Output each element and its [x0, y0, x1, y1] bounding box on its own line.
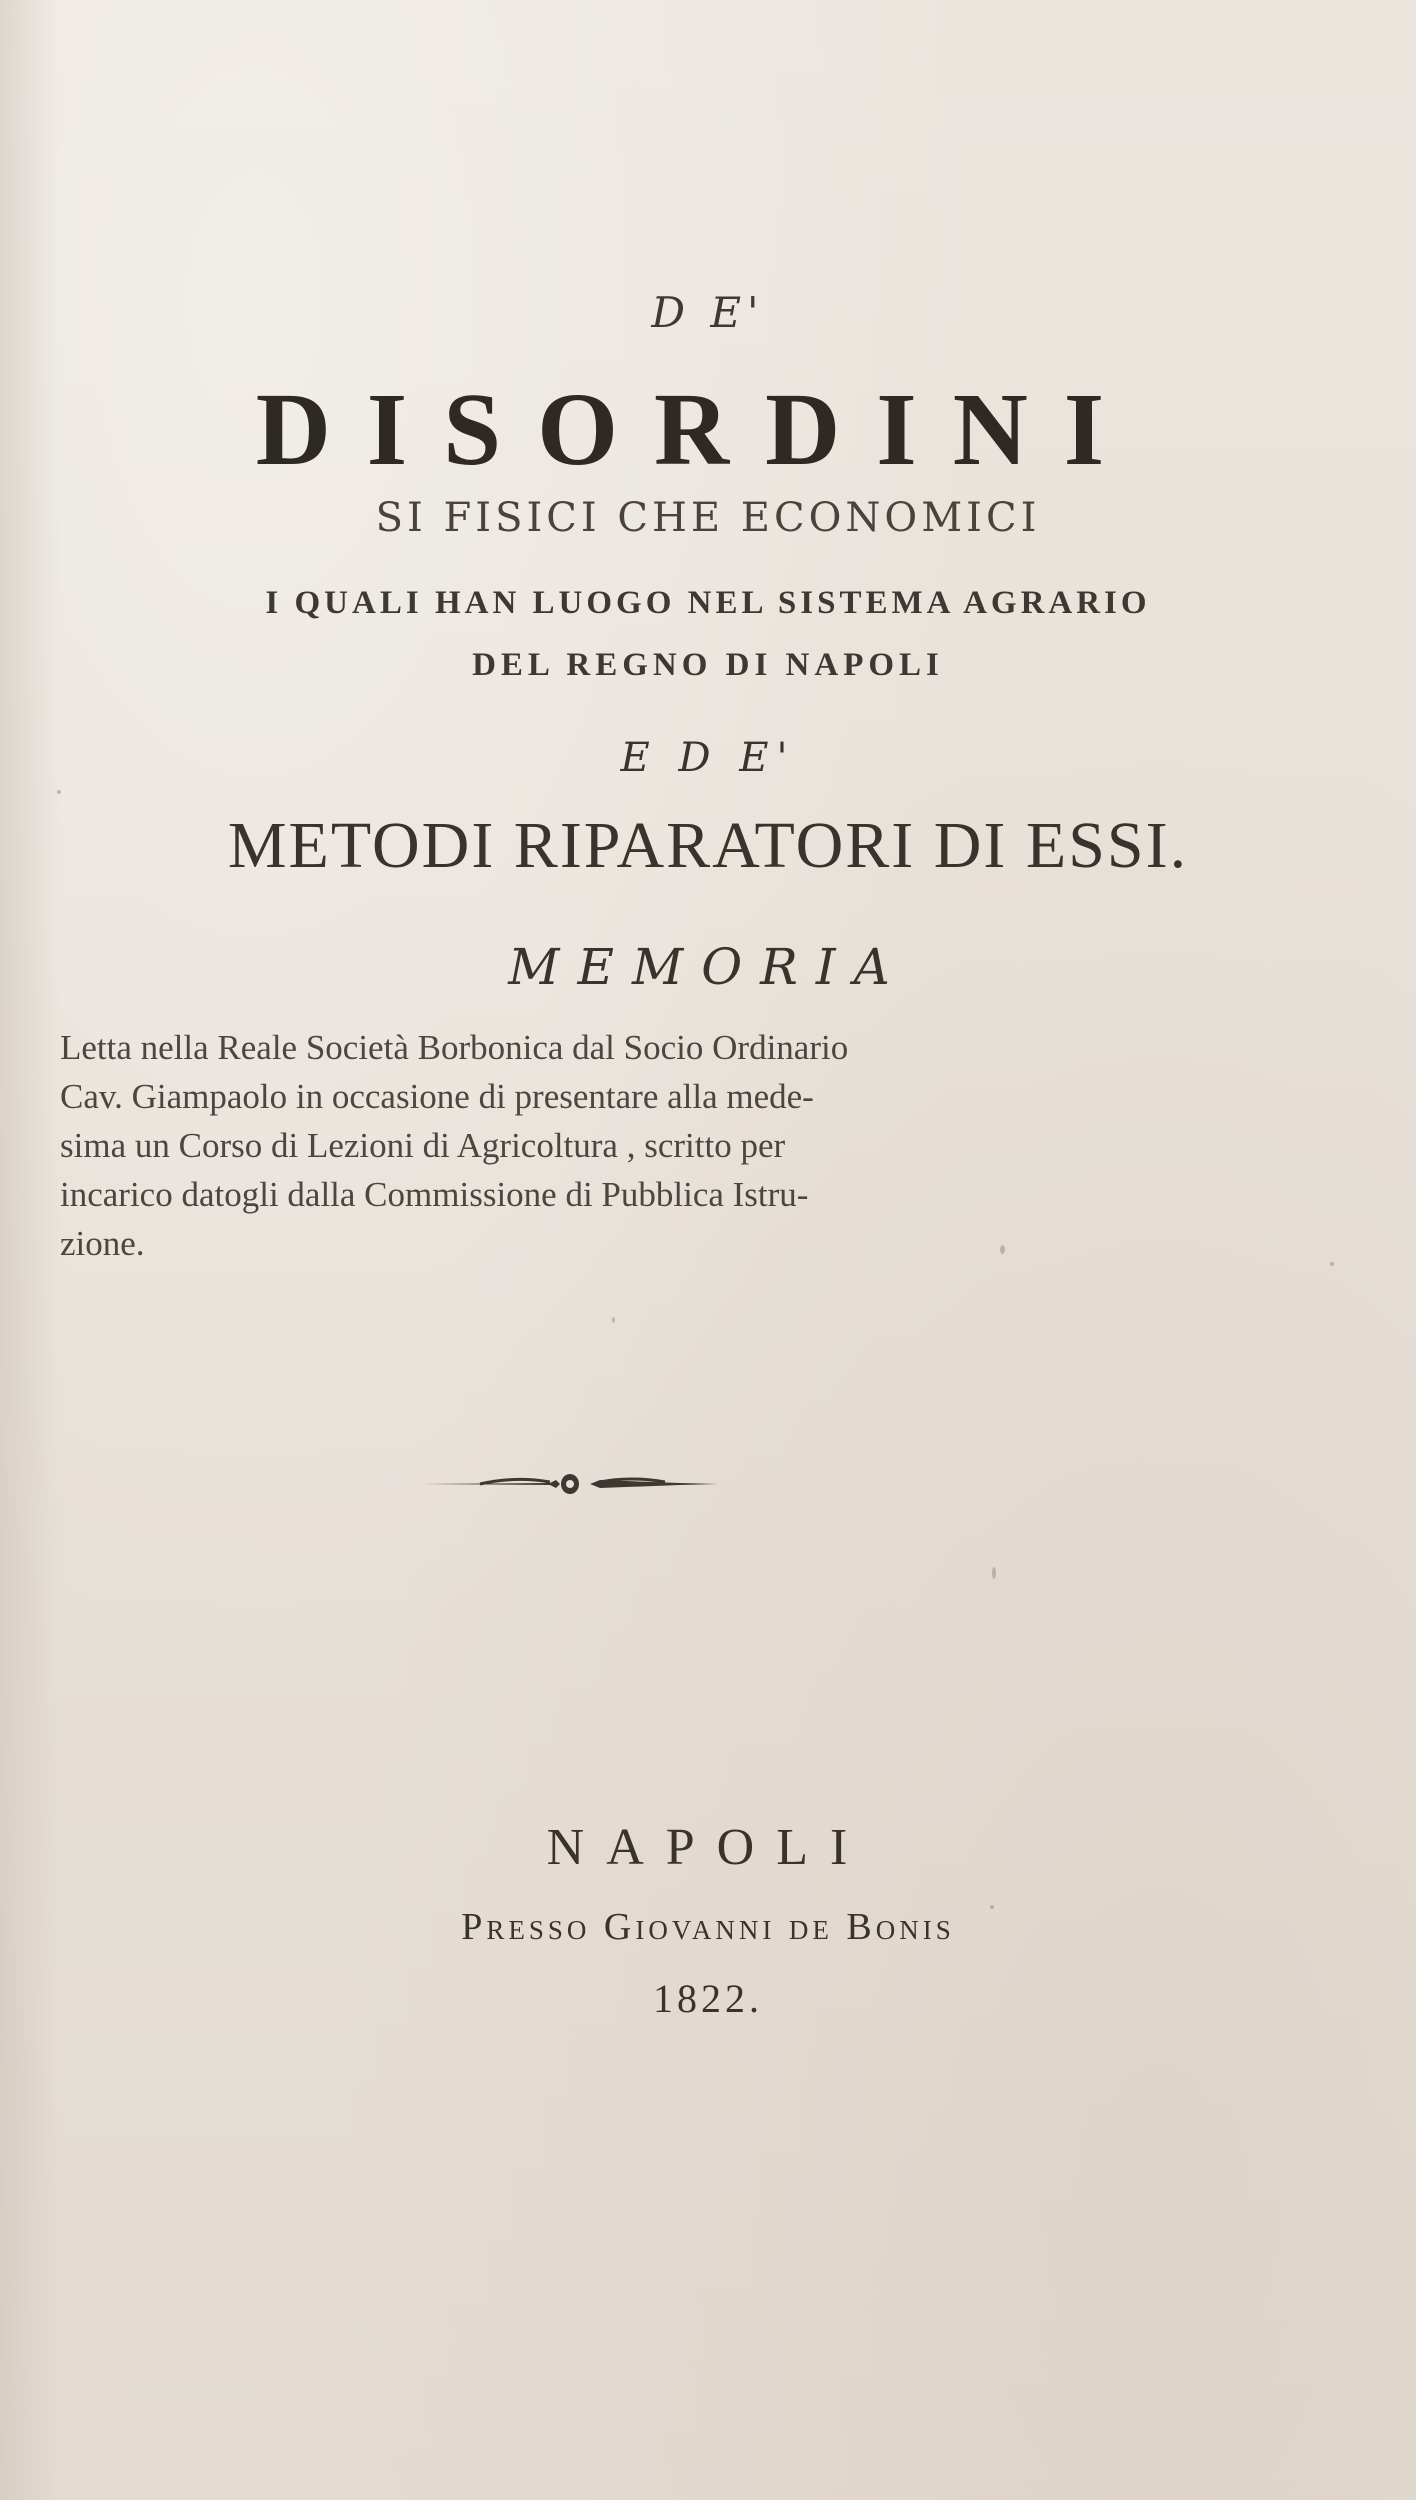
- description-paragraph: [60, 1023, 1105, 1268]
- subtitle-fisici-economici: SI FISICI CHE ECONOMICI: [375, 495, 1041, 541]
- imprint-city: NAPOLI: [546, 1819, 870, 1876]
- description-line: Letta nella Reale Società Borbonica dal Socio Ordinario: [60, 1028, 849, 1067]
- description-line: incarico datogli dalla Commissione di Pubblica Istru-: [60, 1175, 809, 1214]
- description-line: Cav. Giampaolo in occasione di presentare alla mede-: [60, 1077, 814, 1116]
- header-de: D E': [651, 288, 765, 337]
- paper-speck: [992, 1567, 996, 1579]
- paper-speck: [57, 790, 61, 794]
- secondary-title: METODI RIPARATORI DI ESSI.: [227, 809, 1189, 882]
- paper-speck: [1330, 1262, 1334, 1266]
- subtitle-sistema-agrario: I QUALI HAN LUOGO NEL SISTEMA AGRARIO: [265, 585, 1151, 621]
- typographic-ornament-icon: [420, 1470, 720, 1498]
- paper-speck: [612, 1317, 615, 1323]
- imprint-printer: Presso Giovanni de Bonis: [461, 1906, 955, 1948]
- imprint-year: 1822.: [653, 1976, 763, 2021]
- main-title: DISORDINI: [255, 372, 1141, 487]
- genre-label: MEMORIA: [508, 938, 908, 996]
- description-line: zione.: [60, 1224, 145, 1263]
- description-line: sima un Corso di Lezioni di Agricoltura , scritto per: [60, 1126, 786, 1165]
- connector-e-de: E D E': [620, 735, 796, 781]
- subtitle-regno-napoli: DEL REGNO DI NAPOLI: [472, 647, 944, 683]
